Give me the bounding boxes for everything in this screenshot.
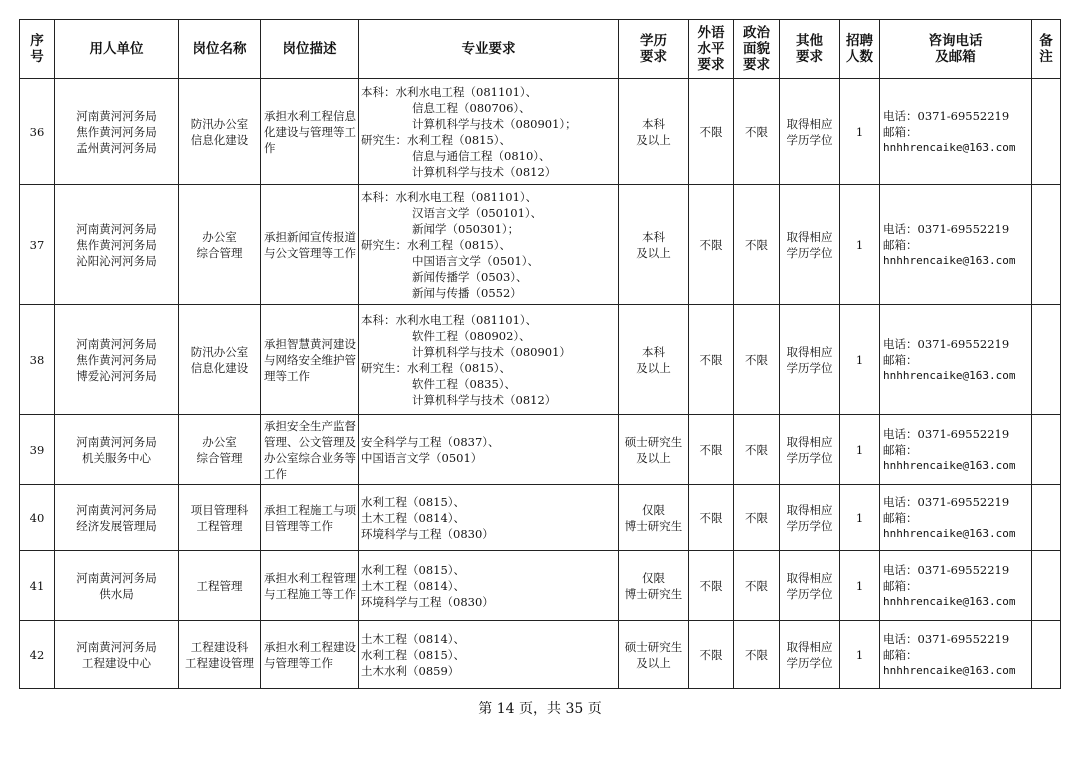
cell-desc <box>261 79 359 185</box>
major-line <box>361 631 616 647</box>
other-requirement-line: 取得相应 <box>786 116 833 131</box>
major-text: 软件工程（080902）、 <box>412 328 531 343</box>
cell-major <box>359 185 619 305</box>
header-edu <box>619 20 689 79</box>
cell-major <box>359 79 619 185</box>
position-line: 项目管理科 <box>190 502 249 517</box>
cell-position <box>179 551 261 621</box>
table-row <box>20 185 1061 305</box>
hire-count: 1 <box>855 647 864 662</box>
header-unit-text: 用人单位 <box>89 41 144 57</box>
row-seq: 42 <box>29 647 45 662</box>
edu-line: 本科 <box>642 229 665 244</box>
cell-count <box>840 551 880 621</box>
major-text: 水利工程（0815）、 <box>407 132 512 147</box>
header-major <box>359 20 619 79</box>
cell-count <box>840 185 880 305</box>
unit-line: 河南黄河河务局 <box>76 502 157 517</box>
unit-line: 焦作黄河河务局 <box>76 352 157 367</box>
political-requirement: 不限 <box>745 124 768 139</box>
contact-email: hnhhrencaike@163.com <box>883 140 1016 154</box>
edu-line: 及以上 <box>636 360 671 375</box>
edu-line: 博士研究生 <box>624 586 683 601</box>
header-note-text: 备 注 <box>1039 33 1053 65</box>
language-requirement: 不限 <box>699 647 723 662</box>
table-row <box>20 415 1061 485</box>
cell-seq <box>20 485 55 551</box>
major-text: 软件工程（0835）、 <box>412 376 517 391</box>
major-line <box>361 562 616 578</box>
contact-phone: 电话：0371-69552219 <box>883 221 1010 236</box>
cell-note <box>1032 185 1061 305</box>
major-line <box>361 392 616 408</box>
header-position <box>179 20 261 79</box>
language-requirement: 不限 <box>699 442 723 457</box>
cell-lang <box>689 185 734 305</box>
cell-contact <box>880 415 1032 485</box>
unit-line: 焦作黄河河务局 <box>76 237 157 252</box>
cell-major <box>359 485 619 551</box>
other-requirement-line: 取得相应 <box>786 502 833 517</box>
major-text: 土木工程（0814）、 <box>361 631 466 646</box>
header-lang <box>689 20 734 79</box>
cell-lang <box>689 621 734 689</box>
cell-other <box>780 185 840 305</box>
major-line <box>361 312 616 328</box>
cell-position <box>179 415 261 485</box>
header-desc <box>261 20 359 79</box>
cell-edu <box>619 621 689 689</box>
position-description: 承担工程施工与项目管理等工作 <box>264 502 356 533</box>
major-text: 新闻传播学（0503）、 <box>412 269 528 284</box>
other-requirement-line: 学历学位 <box>786 360 833 375</box>
row-seq: 41 <box>29 578 45 593</box>
position-line: 工程建设管理 <box>185 655 254 670</box>
cell-edu <box>619 185 689 305</box>
major-text: 新闻与传播（0552） <box>412 285 522 300</box>
major-text: 中国语言文学（0501） <box>361 450 483 465</box>
contact-email: hnhhrencaike@163.com <box>883 663 1016 677</box>
major-text: 新闻学（050301）； <box>412 221 520 236</box>
other-requirement-line: 学历学位 <box>786 132 833 147</box>
cell-note <box>1032 415 1061 485</box>
major-line <box>361 494 616 510</box>
major-text: 水利工程（0815）、 <box>361 647 466 662</box>
position-description: 承担水利工程管理与工程施工等工作 <box>264 570 356 601</box>
cell-desc <box>261 621 359 689</box>
major-text: 水利工程（0815）、 <box>361 494 466 509</box>
header-other <box>780 20 840 79</box>
unit-line: 河南黄河河务局 <box>76 221 157 236</box>
unit-line: 经济发展管理局 <box>76 518 157 533</box>
header-seq <box>20 20 55 79</box>
cell-edu <box>619 305 689 415</box>
contact-email: hnhhrencaike@163.com <box>883 458 1016 472</box>
major-text: 土木工程（0814）、 <box>361 578 466 593</box>
cell-contact <box>880 79 1032 185</box>
major-text: 环境科学与工程（0830） <box>361 594 494 609</box>
page-footer: 第 14 页，共 35 页 <box>478 701 602 717</box>
cell-political <box>734 305 780 415</box>
position-line: 防汛办公室 <box>190 344 249 359</box>
edu-line: 及以上 <box>636 245 671 260</box>
unit-line: 博爱沁河河务局 <box>76 368 157 383</box>
political-requirement: 不限 <box>745 237 768 252</box>
hire-count: 1 <box>855 237 864 252</box>
cell-unit <box>55 551 179 621</box>
major-text: 水利水电工程（081101）、 <box>395 312 538 327</box>
cell-other <box>780 79 840 185</box>
cell-major <box>359 551 619 621</box>
major-level-label: 研究生： <box>361 237 407 252</box>
hire-count: 1 <box>855 578 864 593</box>
hire-count: 1 <box>855 442 864 457</box>
cell-unit <box>55 415 179 485</box>
cell-unit <box>55 185 179 305</box>
major-text: 汉语言文学（050101）、 <box>412 205 543 220</box>
cell-other <box>780 551 840 621</box>
contact-email: hnhhrencaike@163.com <box>883 253 1016 267</box>
political-requirement: 不限 <box>745 647 768 662</box>
cell-count <box>840 621 880 689</box>
cell-major <box>359 621 619 689</box>
edu-line: 及以上 <box>636 450 671 465</box>
other-requirement-line: 取得相应 <box>786 344 833 359</box>
unit-line: 河南黄河河务局 <box>76 570 157 585</box>
cell-edu <box>619 79 689 185</box>
position-description: 承担新闻宣传报道与公文管理等工作 <box>264 229 356 260</box>
table-row <box>20 485 1061 551</box>
cell-count <box>840 415 880 485</box>
header-political <box>734 20 780 79</box>
political-requirement: 不限 <box>745 352 768 367</box>
position-description: 承担水利工程建设与管理等工作 <box>264 639 356 670</box>
cell-contact <box>880 551 1032 621</box>
major-text: 信息与通信工程（0810）、 <box>412 148 551 163</box>
major-line <box>361 510 616 526</box>
contact-email-label: 邮箱： <box>883 578 918 593</box>
cell-contact <box>880 485 1032 551</box>
major-level-label: 本科： <box>361 84 396 99</box>
major-level-label: 本科： <box>361 189 396 204</box>
major-line <box>361 578 616 594</box>
major-text: 计算机科学与技术（080901）； <box>412 116 577 131</box>
major-line <box>361 594 616 610</box>
language-requirement: 不限 <box>699 510 723 525</box>
major-line <box>361 360 616 376</box>
major-text: 土木水利（0859） <box>361 663 460 678</box>
row-seq: 37 <box>29 237 45 252</box>
other-requirement-line: 取得相应 <box>786 434 833 449</box>
major-line <box>361 84 616 100</box>
contact-email: hnhhrencaike@163.com <box>883 526 1016 540</box>
other-requirement-line: 学历学位 <box>786 245 833 260</box>
cell-note <box>1032 305 1061 415</box>
major-line <box>361 663 616 679</box>
header-row <box>20 20 1061 79</box>
cell-note <box>1032 79 1061 185</box>
cell-position <box>179 185 261 305</box>
cell-desc <box>261 415 359 485</box>
cell-note <box>1032 621 1061 689</box>
cell-seq <box>20 305 55 415</box>
cell-contact <box>880 621 1032 689</box>
header-count <box>840 20 880 79</box>
major-text: 安全科学与工程（0837）、 <box>361 434 500 449</box>
position-line: 信息化建设 <box>190 360 249 375</box>
contact-email-label: 邮箱： <box>883 442 918 457</box>
major-text: 计算机科学与技术（080901） <box>412 344 571 359</box>
cell-note <box>1032 485 1061 551</box>
edu-line: 硕士研究生 <box>624 639 683 654</box>
unit-line: 河南黄河河务局 <box>76 108 157 123</box>
cell-seq <box>20 551 55 621</box>
cell-political <box>734 485 780 551</box>
position-description: 承担智慧黄河建设与网络安全维护管理等工作 <box>264 336 356 383</box>
contact-phone: 电话：0371-69552219 <box>883 108 1010 123</box>
major-line <box>361 253 616 269</box>
cell-contact <box>880 185 1032 305</box>
cell-lang <box>689 305 734 415</box>
hire-count: 1 <box>855 352 864 367</box>
table-row <box>20 551 1061 621</box>
major-line <box>361 132 616 148</box>
cell-desc <box>261 551 359 621</box>
cell-count <box>840 305 880 415</box>
hire-count: 1 <box>855 124 864 139</box>
cell-major <box>359 415 619 485</box>
position-line: 防汛办公室 <box>190 116 249 131</box>
row-seq: 40 <box>29 510 45 525</box>
major-line <box>361 344 616 360</box>
cell-desc <box>261 305 359 415</box>
row-seq: 38 <box>29 352 45 367</box>
major-text: 水利工程（0815）、 <box>407 237 512 252</box>
language-requirement: 不限 <box>699 237 723 252</box>
other-requirement-line: 取得相应 <box>786 229 833 244</box>
position-line: 工程建设科 <box>190 639 249 654</box>
contact-email: hnhhrencaike@163.com <box>883 594 1016 608</box>
major-line <box>361 100 616 116</box>
cell-unit <box>55 79 179 185</box>
edu-line: 及以上 <box>636 132 671 147</box>
major-line <box>361 205 616 221</box>
cell-note <box>1032 551 1061 621</box>
major-line <box>361 647 616 663</box>
cell-count <box>840 79 880 185</box>
cell-political <box>734 185 780 305</box>
cell-lang <box>689 79 734 185</box>
cell-political <box>734 79 780 185</box>
language-requirement: 不限 <box>699 578 723 593</box>
major-text: 计算机科学与技术（0812） <box>412 392 557 407</box>
cell-seq <box>20 79 55 185</box>
header-desc-text: 岗位描述 <box>282 41 337 57</box>
position-line: 综合管理 <box>196 450 243 465</box>
political-requirement: 不限 <box>745 442 768 457</box>
major-text: 环境科学与工程（0830） <box>361 526 494 541</box>
cell-position <box>179 485 261 551</box>
cell-other <box>780 415 840 485</box>
cell-desc <box>261 485 359 551</box>
unit-line: 工程建设中心 <box>82 655 151 670</box>
edu-line: 博士研究生 <box>624 518 683 533</box>
contact-phone: 电话：0371-69552219 <box>883 336 1010 351</box>
header-note <box>1032 20 1061 79</box>
position-line: 信息化建设 <box>190 132 249 147</box>
cell-lang <box>689 551 734 621</box>
major-text: 水利工程（0815）、 <box>361 562 466 577</box>
contact-phone: 电话：0371-69552219 <box>883 426 1010 441</box>
row-seq: 39 <box>29 442 45 457</box>
language-requirement: 不限 <box>699 124 723 139</box>
unit-line: 河南黄河河务局 <box>76 336 157 351</box>
hire-count: 1 <box>855 510 864 525</box>
major-line <box>361 189 616 205</box>
contact-phone: 电话：0371-69552219 <box>883 631 1010 646</box>
header-lang-text: 外语 水平 要求 <box>697 25 725 73</box>
language-requirement: 不限 <box>699 352 723 367</box>
cell-position <box>179 621 261 689</box>
unit-line: 焦作黄河河务局 <box>76 124 157 139</box>
unit-line: 沁阳沁河河务局 <box>76 253 157 268</box>
edu-line: 仅限 <box>642 570 665 585</box>
cell-lang <box>689 485 734 551</box>
major-text: 计算机科学与技术（0812） <box>412 164 557 179</box>
cell-count <box>840 485 880 551</box>
edu-line: 硕士研究生 <box>624 434 683 449</box>
cell-seq <box>20 415 55 485</box>
political-requirement: 不限 <box>745 510 768 525</box>
major-text: 水利水电工程（081101）、 <box>395 189 538 204</box>
cell-political <box>734 415 780 485</box>
cell-position <box>179 305 261 415</box>
unit-line: 河南黄河河务局 <box>76 434 157 449</box>
major-text: 中国语言文学（0501）、 <box>412 253 540 268</box>
position-description: 承担安全生产监督管理、公文管理及办公室综合业务等工作 <box>264 418 356 481</box>
major-text: 水利工程（0815）、 <box>407 360 512 375</box>
major-level-label: 研究生： <box>361 132 407 147</box>
position-line: 综合管理 <box>196 245 243 260</box>
edu-line: 仅限 <box>642 502 665 517</box>
header-other-text: 其他 要求 <box>796 33 823 65</box>
unit-line: 供水局 <box>99 586 134 601</box>
contact-email-label: 邮箱： <box>883 124 918 139</box>
cell-edu <box>619 551 689 621</box>
major-line <box>361 434 616 450</box>
header-unit <box>55 20 179 79</box>
major-line <box>361 164 616 180</box>
position-line: 办公室 <box>202 229 237 244</box>
header-contact <box>880 20 1032 79</box>
major-line <box>361 221 616 237</box>
major-line <box>361 148 616 164</box>
cell-political <box>734 621 780 689</box>
cell-lang <box>689 415 734 485</box>
major-line <box>361 376 616 392</box>
recruitment-table <box>19 19 1061 689</box>
major-line <box>361 526 616 542</box>
major-text: 土木工程（0814）、 <box>361 510 466 525</box>
table-body <box>20 79 1061 689</box>
header-seq-text: 序 号 <box>30 33 44 65</box>
row-seq: 36 <box>29 124 45 139</box>
major-text: 信息工程（080706）、 <box>412 100 531 115</box>
edu-line: 本科 <box>642 344 665 359</box>
contact-email-label: 邮箱： <box>883 352 918 367</box>
contact-email-label: 邮箱： <box>883 647 918 662</box>
cell-other <box>780 621 840 689</box>
header-political-text: 政治 面貌 要求 <box>743 25 770 73</box>
header-contact-text: 咨询电话 及邮箱 <box>928 33 983 65</box>
major-line <box>361 237 616 253</box>
cell-contact <box>880 305 1032 415</box>
cell-edu <box>619 485 689 551</box>
cell-political <box>734 551 780 621</box>
major-line <box>361 328 616 344</box>
other-requirement-line: 学历学位 <box>786 518 833 533</box>
table-row <box>20 621 1061 689</box>
major-line <box>361 116 616 132</box>
unit-line: 孟州黄河河务局 <box>76 140 157 155</box>
contact-phone: 电话：0371-69552219 <box>883 562 1010 577</box>
other-requirement-line: 学历学位 <box>786 655 833 670</box>
other-requirement-line: 取得相应 <box>786 570 833 585</box>
header-major-text: 专业要求 <box>461 41 516 57</box>
position-description: 承担水利工程信息化建设与管理等工作 <box>264 108 356 155</box>
political-requirement: 不限 <box>745 578 768 593</box>
cell-seq <box>20 185 55 305</box>
contact-email: hnhhrencaike@163.com <box>883 368 1016 382</box>
contact-email-label: 邮箱： <box>883 510 918 525</box>
table-row <box>20 305 1061 415</box>
cell-unit <box>55 621 179 689</box>
major-level-label: 本科： <box>361 312 396 327</box>
header-edu-text: 学历 要求 <box>640 33 667 65</box>
unit-line: 机关服务中心 <box>82 450 151 465</box>
cell-edu <box>619 415 689 485</box>
other-requirement-line: 取得相应 <box>786 639 833 654</box>
cell-position <box>179 79 261 185</box>
cell-unit <box>55 485 179 551</box>
edu-line: 及以上 <box>636 655 671 670</box>
header-count-text: 招聘 人数 <box>846 33 873 65</box>
cell-desc <box>261 185 359 305</box>
other-requirement-line: 学历学位 <box>786 586 833 601</box>
cell-major <box>359 305 619 415</box>
major-line <box>361 285 616 301</box>
cell-other <box>780 305 840 415</box>
table-row <box>20 79 1061 185</box>
unit-line: 河南黄河河务局 <box>76 639 157 654</box>
other-requirement-line: 学历学位 <box>786 450 833 465</box>
cell-seq <box>20 621 55 689</box>
position-line: 工程管理 <box>196 578 243 593</box>
cell-other <box>780 485 840 551</box>
major-level-label: 研究生： <box>361 360 407 375</box>
contact-email-label: 邮箱： <box>883 237 918 252</box>
major-line <box>361 269 616 285</box>
major-line <box>361 450 616 466</box>
contact-phone: 电话：0371-69552219 <box>883 494 1010 509</box>
header-position-text: 岗位名称 <box>192 41 247 57</box>
position-line: 工程管理 <box>196 518 243 533</box>
cell-unit <box>55 305 179 415</box>
position-line: 办公室 <box>202 434 237 449</box>
major-text: 水利水电工程（081101）、 <box>395 84 538 99</box>
edu-line: 本科 <box>642 116 665 131</box>
